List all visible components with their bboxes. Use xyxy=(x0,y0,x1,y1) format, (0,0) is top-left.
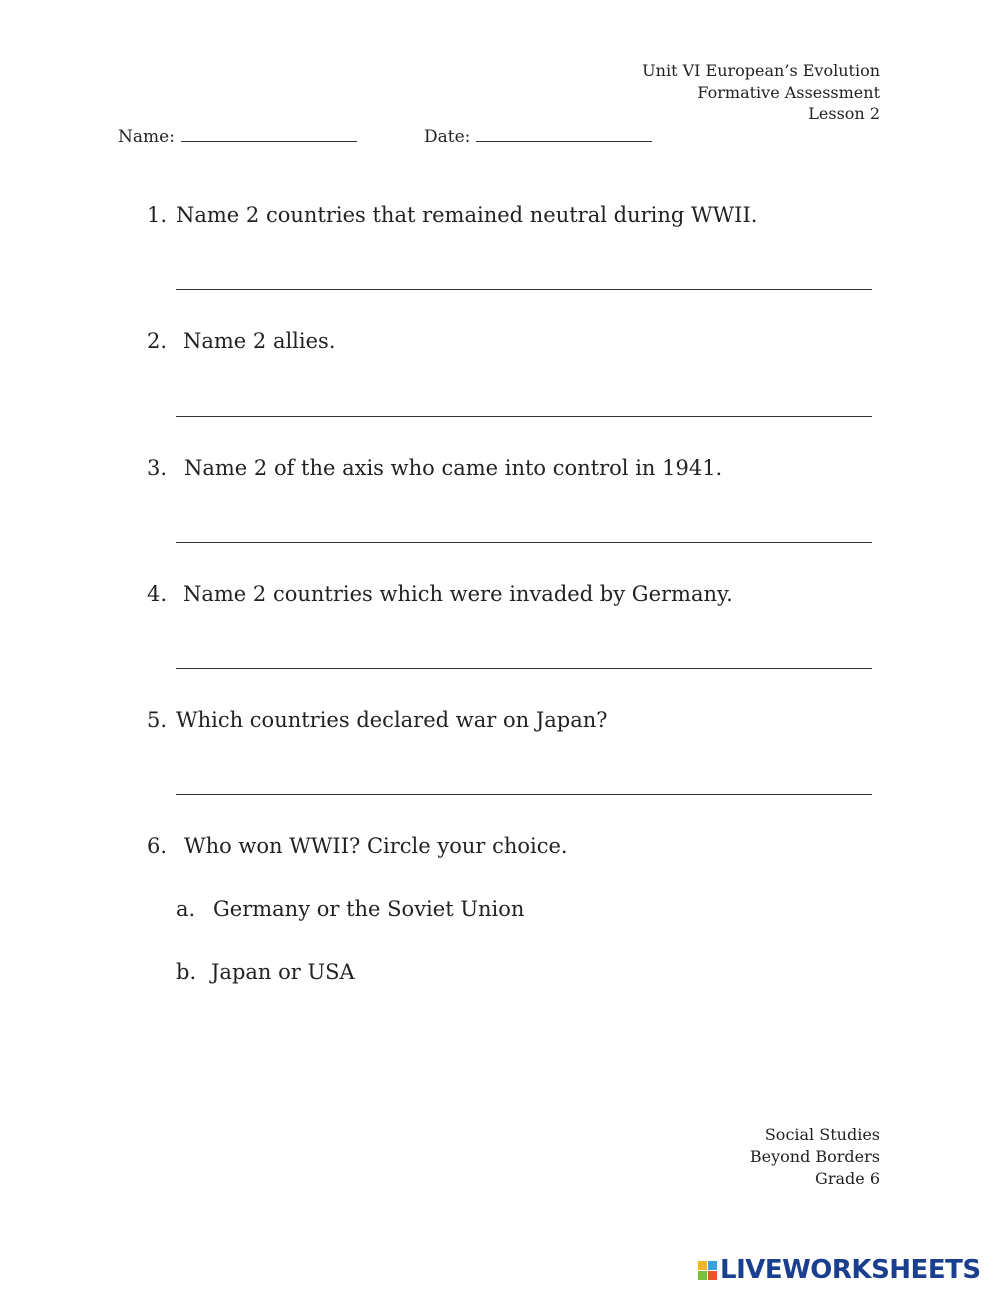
lesson-number: Lesson 2 xyxy=(808,104,880,123)
name-blank[interactable] xyxy=(181,124,357,142)
answer-line-1[interactable] xyxy=(176,289,872,290)
name-label: Name: xyxy=(118,127,175,147)
question-1 xyxy=(147,203,758,227)
brand-name: LIVEWORKSHEETS xyxy=(720,1255,981,1285)
date-blank[interactable] xyxy=(476,124,652,142)
question-text: Name 2 countries which were invaded by Germany. xyxy=(183,582,733,606)
question-2 xyxy=(147,329,336,353)
choice-text: Japan or USA xyxy=(211,960,355,984)
question-text: Name 2 allies. xyxy=(183,329,336,353)
grade-label: Grade 6 xyxy=(815,1169,880,1188)
date-label: Date: xyxy=(424,127,471,147)
name-field[interactable] xyxy=(118,124,357,147)
question-number: 1. xyxy=(147,203,168,227)
answer-line-2[interactable] xyxy=(176,416,872,417)
question-4 xyxy=(147,582,733,606)
question-6 xyxy=(147,834,568,858)
question-text: Name 2 countries that remained neutral during WWII. xyxy=(176,203,758,227)
document-header xyxy=(642,60,880,125)
answer-line-5[interactable] xyxy=(176,794,872,795)
choice-b[interactable] xyxy=(176,960,355,984)
question-number: 4. xyxy=(147,582,168,606)
question-text: Which countries declared war on Japan? xyxy=(176,708,608,732)
question-number: 2. xyxy=(147,329,168,353)
question-text: Who won WWII? Circle your choice. xyxy=(184,834,568,858)
choice-letter: a. xyxy=(176,897,196,921)
unit-title: Unit VI European’s Evolution xyxy=(642,61,880,80)
choice-letter: b. xyxy=(176,960,197,984)
choice-text: Germany or the Soviet Union xyxy=(213,897,525,921)
question-number: 3. xyxy=(147,456,168,480)
answer-line-4[interactable] xyxy=(176,668,872,669)
series-label: Beyond Borders xyxy=(749,1147,880,1166)
assessment-type: Formative Assessment xyxy=(697,82,880,102)
liveworksheets-logo xyxy=(698,1254,994,1286)
question-3 xyxy=(147,456,723,480)
question-text: Name 2 of the axis who came into control in 1941. xyxy=(184,456,723,480)
answer-line-3[interactable] xyxy=(176,542,872,543)
question-number: 5. xyxy=(147,708,168,732)
question-5 xyxy=(147,708,608,732)
question-number: 6. xyxy=(147,834,168,858)
document-footer xyxy=(750,1124,880,1190)
choice-a[interactable] xyxy=(176,897,525,921)
date-field[interactable] xyxy=(424,124,652,147)
subject-label: Social Studies xyxy=(764,1125,880,1144)
logo-blocks-icon xyxy=(698,1261,717,1280)
